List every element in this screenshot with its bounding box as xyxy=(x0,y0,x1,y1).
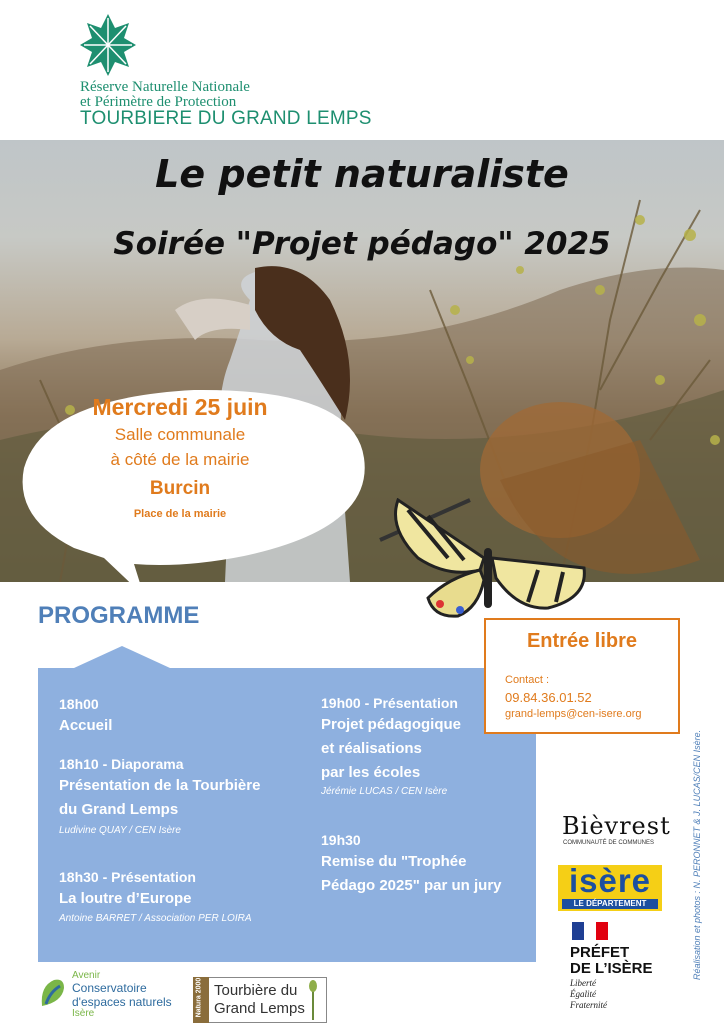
programme-item-2-title-line2: du Grand Lemps xyxy=(59,801,179,818)
motto-fraternite: Fraternité xyxy=(570,1000,607,1010)
programme-item-4-title-line1: Projet pédagogique xyxy=(321,716,462,733)
event-address: Place de la mairie xyxy=(133,508,227,520)
event-city: Burcin xyxy=(149,478,211,499)
programme-item-3-time: 18h30 - Présentation xyxy=(59,869,196,885)
event-date: Mercredi 25 juin xyxy=(92,394,268,420)
cen-logo-line3: d'espaces naturels xyxy=(72,995,172,1009)
programme-item-5-title-line2: Pédago 2025" par un jury xyxy=(321,877,502,894)
french-flag-icon xyxy=(572,922,608,940)
prefet-logo-line1: PRÉFET xyxy=(570,944,630,961)
programme-item-4-speaker: Jérémie LUCAS / CEN Isère xyxy=(321,786,448,797)
cen-logo-line1: Avenir xyxy=(72,970,101,981)
hero-title: Le petit naturaliste xyxy=(155,152,569,196)
programme-item-1-title: Accueil xyxy=(59,717,113,734)
programme-item-4-title-line2: et réalisations xyxy=(321,740,422,757)
entry-title: Entrée libre xyxy=(526,630,638,652)
programme-item-5-title-line1: Remise du "Trophée xyxy=(321,853,467,870)
event-place-line2: à côté de la mairie xyxy=(110,450,250,469)
contact-label: Contact : xyxy=(505,674,550,686)
star-flower-icon xyxy=(80,14,136,76)
plant-icon xyxy=(304,980,322,1020)
org-name-line3: TOURBIERE DU GRAND LEMPS xyxy=(80,108,372,129)
programme-item-2-title-line1: Présentation de la Tourbière xyxy=(59,777,261,794)
contact-email[interactable]: grand-lemps@cen-isere.org xyxy=(505,708,642,720)
cen-logo-line2: Conservatoire xyxy=(72,981,147,995)
tourbiere-logo-line1: Tourbière du xyxy=(214,982,298,999)
programme-item-3-title: La loutre d’Europe xyxy=(59,890,192,907)
butterfly-icon xyxy=(388,498,588,630)
programme-item-5-time: 19h30 xyxy=(321,832,361,848)
org-name-line2: et Périmètre de Protection xyxy=(80,94,237,110)
isere-logo: isère xyxy=(568,862,652,899)
hero-subtitle: Soirée "Projet pédago" 2025 xyxy=(113,226,611,262)
programme-item-4-time: 19h00 - Présentation xyxy=(321,695,458,711)
programme-item-2-speaker: Ludivine QUAY / CEN Isère xyxy=(59,825,181,836)
event-place-line1: Salle communale xyxy=(114,425,246,444)
org-name-line1: Réserve Naturelle Nationale xyxy=(80,79,250,95)
cen-logo-line4: Isère xyxy=(72,1008,95,1019)
bievre-logo-subtitle: COMMUNAUTÉ DE COMMUNES xyxy=(563,840,654,846)
photo-credit: Réalisation et photos : N. PERONNET & J. LUCAS/CEN Isère. xyxy=(692,729,702,980)
programme-box xyxy=(38,668,536,962)
programme-heading: PROGRAMME xyxy=(38,602,200,629)
bievre-logo: Bièvrest xyxy=(562,812,671,840)
prefet-logo-line2: DE L’ISÈRE xyxy=(570,960,653,977)
programme-item-1-time: 18h00 xyxy=(59,696,99,712)
cen-leaf-icon xyxy=(40,978,66,1008)
programme-item-3-speaker: Antoine BARRET / Association PER LOIRA xyxy=(59,913,252,924)
natura2000-label: Natura 2000 xyxy=(195,977,203,1018)
motto-liberte: Liberté xyxy=(570,978,596,988)
programme-item-2-time: 18h10 - Diaporama xyxy=(59,756,184,772)
tourbiere-logo-line2: Grand Lemps xyxy=(214,1000,305,1017)
contact-phone[interactable]: 09.84.36.01.52 xyxy=(505,690,592,705)
motto-egalite: Égalité xyxy=(570,989,596,999)
programme-tab-shape xyxy=(74,646,170,668)
programme-item-4-title-line3: par les écoles xyxy=(321,764,421,781)
isere-logo-subtitle: LE DÉPARTEMENT xyxy=(562,899,658,909)
